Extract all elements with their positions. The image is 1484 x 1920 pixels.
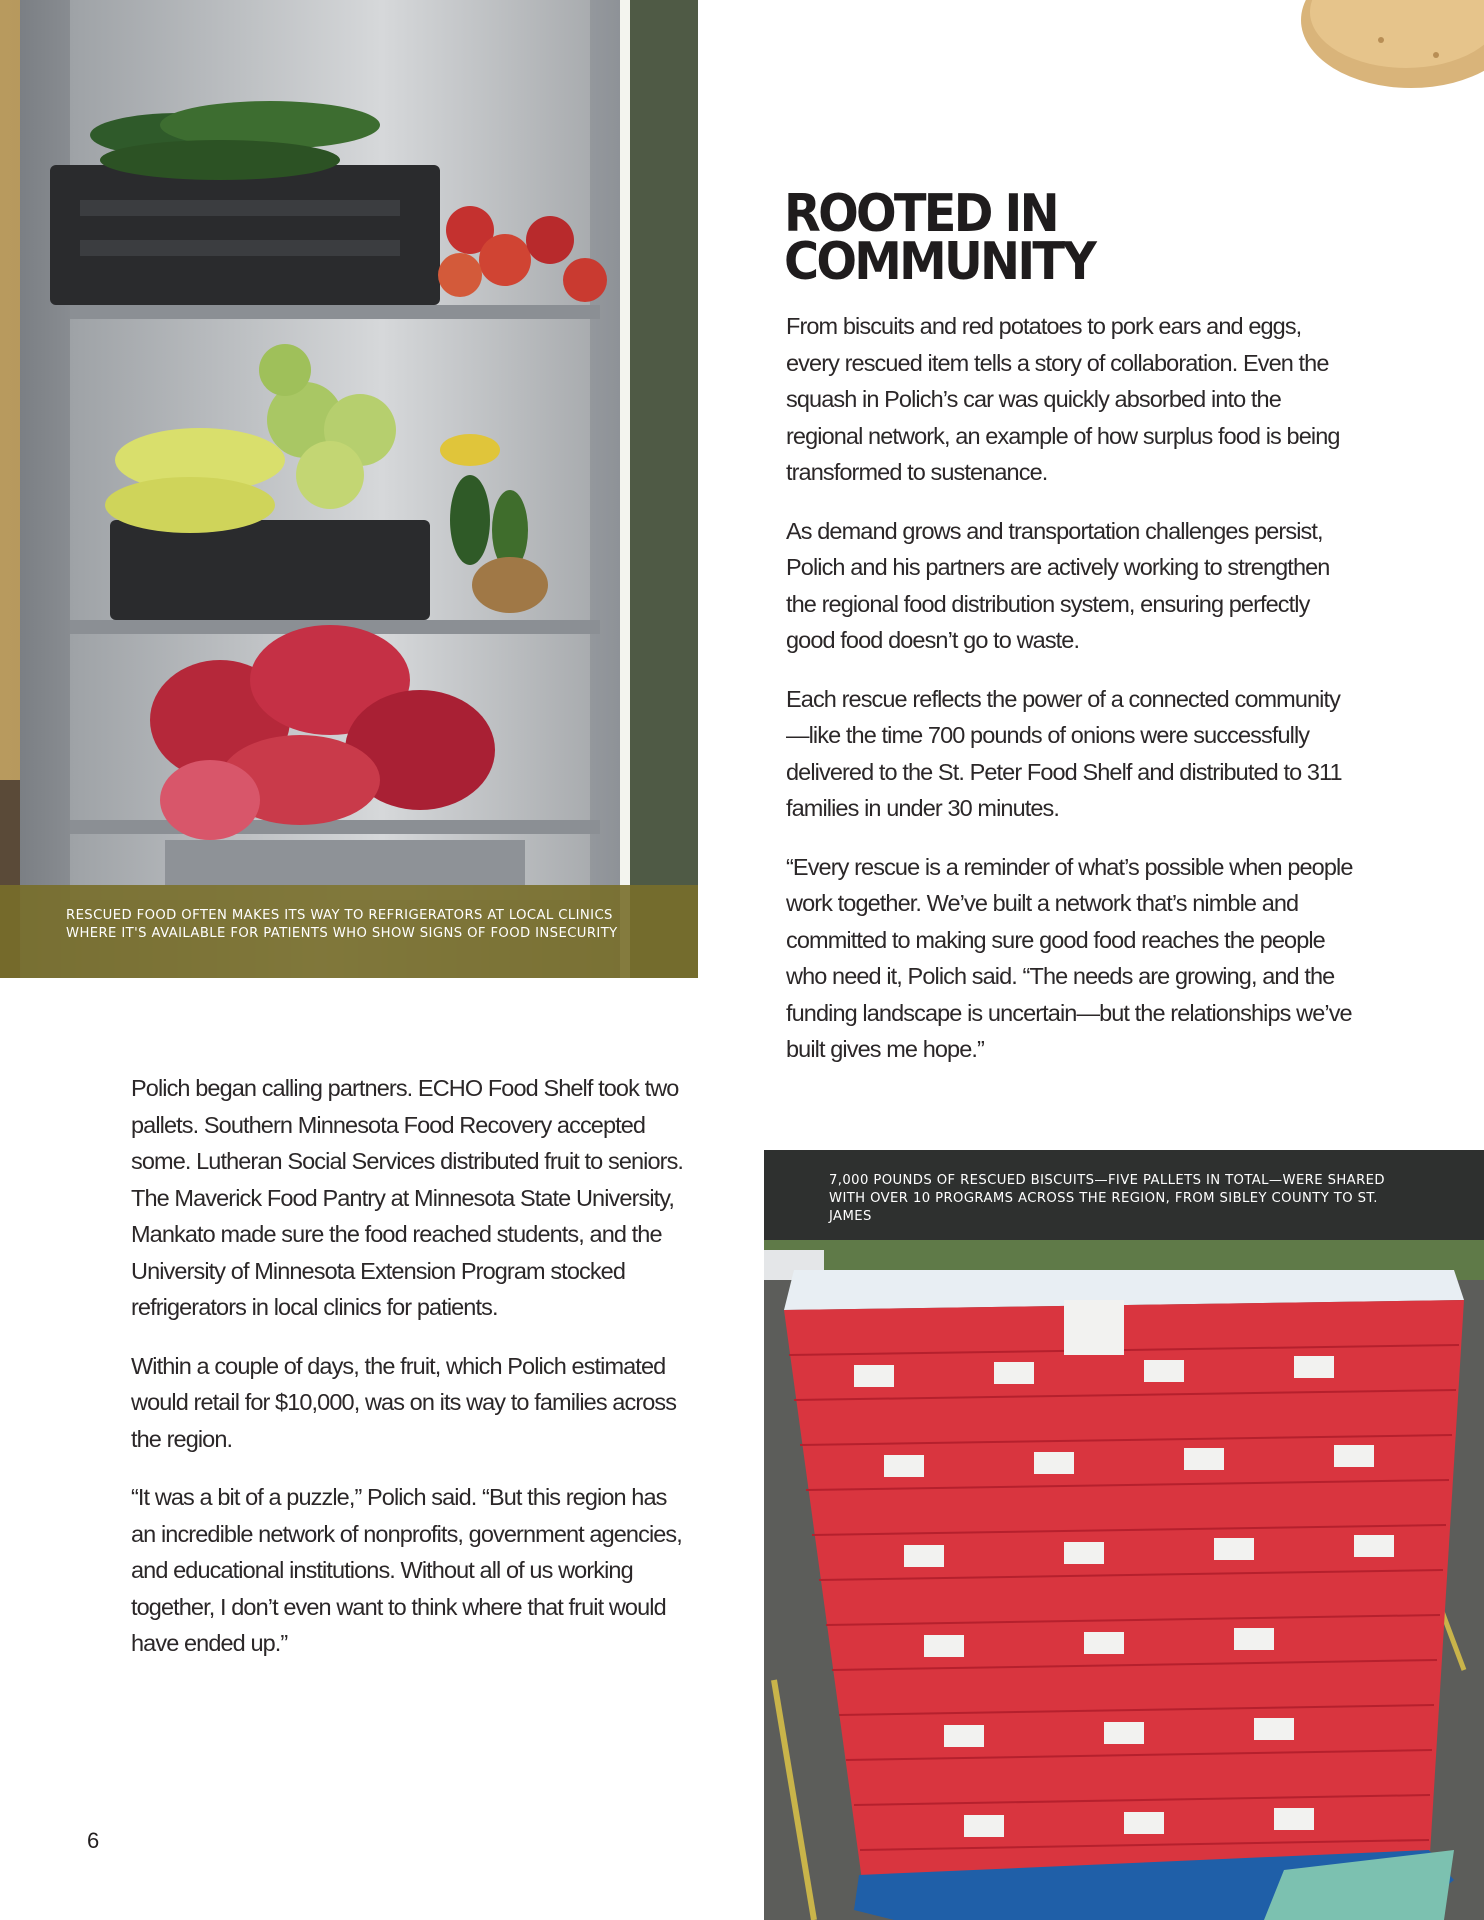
pallet-photo: [764, 1150, 1484, 1920]
fridge-caption: RESCUED FOOD OFTEN MAKES ITS WAY TO REFRIGERATORS AT LOCAL CLINICS WHERE IT'S AVAILABLE FOR PATIENTS WHO SHOW SIGNS OF FOOD INSECURITY: [66, 908, 618, 941]
left-paragraph-1: Polich began calling partners. ECHO Food Shelf took two pallets. Southern Minnesota Food Recovery accepted some. Lutheran Social Services distributed fruit to seniors. The Maverick Food Pantry at Minnesota State University, Mankato made sure the food reached students, and the University of Minnesota Extension Program stocked refrigerators in local clinics for patients.: [131, 1075, 684, 1320]
headline-line-1: ROOTED IN: [784, 184, 1057, 244]
right-column: [786, 308, 1356, 1090]
headline-line-2: COMMUNITY: [784, 232, 1095, 292]
page-number: 6: [87, 1828, 100, 1853]
fridge-photo: [0, 0, 698, 978]
potato-image: [1286, 0, 1484, 95]
right-paragraph-3: Each rescue reflects the power of a connected community—like the time 700 pounds of onions were successfully delivered to the St. Peter Food Shelf and distributed to 311 families in under 30 minutes.: [786, 685, 1342, 821]
pallet-caption: 7,000 POUNDS OF RESCUED BISCUITS—FIVE PALLETS IN TOTAL—WERE SHARED WITH OVER 10 PROGRAMS ACROSS THE REGION, FROM SIBLEY COUNTY TO ST. JAMES: [829, 1173, 1385, 1224]
right-paragraph-4: “Every rescue is a reminder of what’s possible when people work together. We’ve built a network that’s nimble and committed to making sure good food reaches the people who need it, Polich said. “The needs are growing, and the funding landscape is uncertain—but the relationships we’ve built gives me hope.”: [786, 853, 1353, 1062]
left-paragraph-3: “It was a bit of a puzzle,” Polich said. “But this region has an incredible network of nonprofits, government agencies, and educational institutions. Without all of us working together, I don’t even want to think where that fruit would have ended up.”: [131, 1484, 682, 1656]
left-paragraph-2: Within a couple of days, the fruit, which Polich estimated would retail for $10,000, was on its way to families across the region.: [131, 1352, 677, 1452]
left-column: [131, 1070, 691, 1684]
headline: [784, 184, 1095, 292]
fridge-illustration: [0, 0, 698, 978]
right-paragraph-1: From biscuits and red potatoes to pork ears and eggs, every rescued item tells a story of collaboration. Even the squash in Polich’s car was quickly absorbed into the regional network, an example of how surplus food is being transformed to sustenance.: [786, 313, 1340, 485]
fridge-caption-band: [0, 885, 698, 978]
right-paragraph-2: As demand grows and transportation challenges persist, Polich and his partners are actively working to strengthen the regional food distribution system, ensuring perfectly good food doesn’t go to waste.: [786, 517, 1330, 653]
pallet-illustration: [764, 1150, 1484, 1920]
pallet-caption-band: [764, 1150, 1484, 1242]
